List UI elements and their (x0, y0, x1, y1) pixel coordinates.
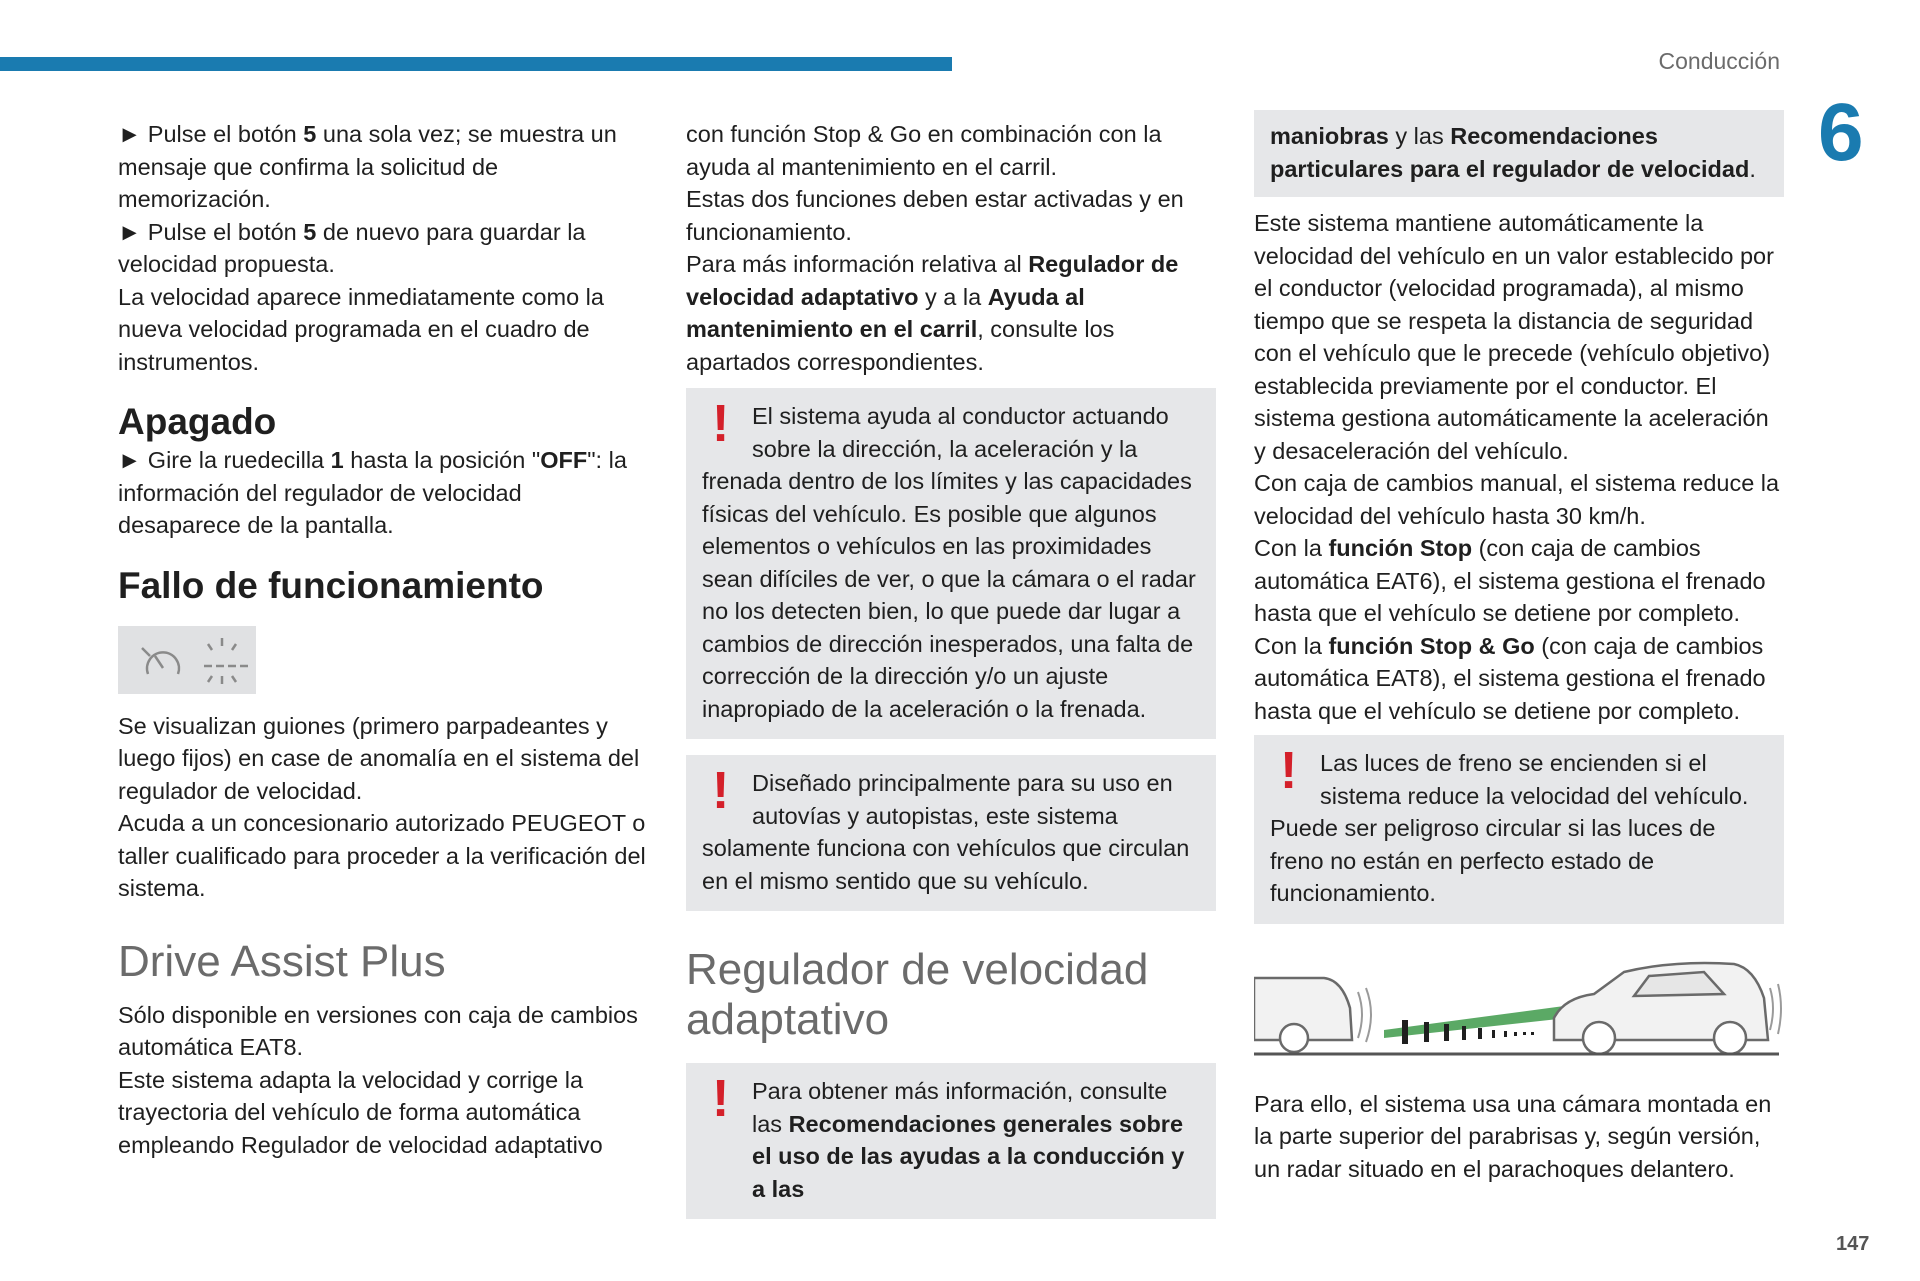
cruise-fault-indicator-icon (118, 626, 256, 694)
column-3 (1254, 118, 1784, 1185)
paragraph: Para más información relativa al Regulador de velocidad adaptativo y a la Ayuda al mantenimiento en el carril, consulte los apartados correspondientes. (686, 251, 1179, 375)
paragraph: Sólo disponible en versiones con caja de cambios automática EAT8. (118, 1001, 638, 1060)
chapter-number: 6 (1818, 87, 1864, 178)
paragraph: Para ello, el sistema usa una cámara montada en la parte superior del parabrisas y, según versión, un radar situado en el parachoques delantero. (1254, 1090, 1772, 1182)
warning-box: ! Las luces de freno se encienden si el sistema reduce la velocidad del vehículo. Puede ser peligroso circular si las luces de freno no están en perfecto estado de funcionamiento. (1254, 735, 1784, 924)
paragraph: Este sistema adapta la velocidad y corrige la trayectoria del vehículo de forma automática empleando Regulador de velocidad adaptativo (118, 1066, 603, 1158)
paragraph: ► Pulse el botón 5 de nuevo para guardar la velocidad propuesta. (118, 218, 586, 277)
column-1 (118, 118, 648, 1161)
warning-box: ! Para obtener más información, consulte las Recomendaciones generales sobre el uso de las ayudas a la conducción y a las (686, 1063, 1216, 1219)
paragraph: Con la función Stop (con caja de cambios automática EAT6), el sistema gestiona el frenado hasta que el vehículo se detiene por completo. (1254, 535, 1766, 626)
paragraph: Con caja de cambios manual, el sistema reduce la velocidad del vehículo hasta 30 km/h. (1254, 470, 1780, 529)
heading-regulador-adaptativo: Regulador de velocidad adaptativo (686, 945, 1149, 1044)
column-2 (686, 118, 1216, 1219)
adaptive-cruise-illustration (1254, 958, 1784, 1058)
warning-icon: ! (712, 1070, 730, 1128)
header-accent-bar (0, 57, 952, 71)
page-number: 147 (1836, 1233, 1870, 1255)
reference-box: maniobras y las Recomendaciones particulares para el regulador de velocidad. (1254, 110, 1784, 197)
paragraph: con función Stop & Go en combinación con la ayuda al mantenimiento en el carril. (686, 121, 1162, 180)
warning-icon: ! (1280, 742, 1298, 800)
section-title: Conducción (1658, 48, 1780, 74)
paragraph: Estas dos funciones deben estar activadas y en funcionamiento. (686, 186, 1184, 245)
warning-icon: ! (712, 395, 730, 453)
heading-fallo: Fallo de funcionamiento (118, 564, 544, 606)
paragraph: Acuda a un concesionario autorizado PEUGEOT o taller cualificado para proceder a la verificación del sistema. (118, 810, 646, 901)
warning-box: ! Diseñado principalmente para su uso en autovías y autopistas, este sistema solamente funciona con vehículos que circulan en el mismo sentido que su vehículo. (686, 755, 1216, 911)
heading-apagado: Apagado (118, 401, 277, 442)
heading-drive-assist-plus: Drive Assist Plus (118, 936, 446, 986)
warning-icon: ! (712, 762, 730, 820)
paragraph: Se visualizan guiones (primero parpadeantes y luego fijos) en case de anomalía en el sistema del regulador de velocidad. (118, 712, 640, 804)
paragraph: La velocidad aparece inmediatamente como la nueva velocidad programada en el cuadro de instrumentos. (118, 283, 604, 375)
warning-box: ! El sistema ayuda al conductor actuando sobre la dirección, la aceleración y la frenada dentro de los límites y las capacidades físicas del vehículo. Es posible que algunos elementos o vehículos en las proximidades sean difíciles de ver, o que la cámara o el radar no los detecten bien, lo que puede dar lugar a cambios de dirección inesperados, una falta de corrección de la dirección y/o un ajuste inapropiado de la aceleración o la frenada. (686, 388, 1216, 739)
paragraph: Este sistema mantiene automáticamente la velocidad del vehículo en un valor establecido por el conductor (velocidad programada), al mismo tiempo que se respeta la distancia de seguridad con el vehículo que le precede (vehículo objetivo) establecida previamente por el conductor. El sistema gestiona automáticamente la aceleración y desaceleración del vehículo. (1254, 210, 1774, 464)
paragraph: ► Pulse el botón 5 una sola vez; se muestra un mensaje que confirma la solicitud de memorización. (118, 121, 617, 212)
paragraph: ► Gire la ruedecilla 1 hasta la posición "OFF": la información del regulador de velocidad desaparece de la pantalla. (118, 447, 627, 538)
paragraph: Con la función Stop & Go (con caja de cambios automática EAT8), el sistema gestiona el frenado hasta que el vehículo se detiene por completo. (1254, 632, 1766, 724)
